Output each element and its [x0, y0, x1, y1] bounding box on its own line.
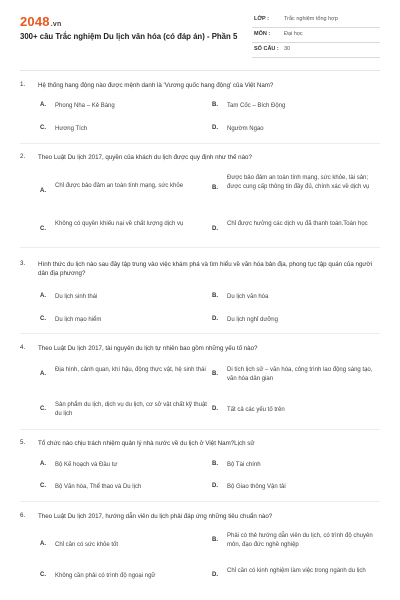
- document-title: 300+ câu Trắc nghiệm Du lịch văn hóa (có đáp án) - Phần 5: [20, 32, 238, 41]
- option-text: Du lịch văn hóa: [227, 294, 269, 300]
- option-letter: A.: [40, 293, 46, 299]
- option-text: Không có quyền khiếu nại về chất lượng dịch vụ: [55, 221, 184, 227]
- question-text: Hình thức du lịch nào sau đây tập trung vào việc khám phá và tìm hiểu về văn hóa bản địa, phong tục tập quán của người dân địa phương?: [38, 261, 372, 277]
- option-text: Chỉ được hưởng các dịch vụ đã thanh toán.Toán học: [227, 221, 368, 227]
- option-letter: C.: [40, 125, 46, 131]
- meta-value: 30: [284, 46, 291, 52]
- logo-tld: .vn: [50, 21, 62, 28]
- option-text: Chỉ cần có kinh nghiệm làm việc trong ngành du lịch: [227, 568, 366, 574]
- question-divider: [20, 429, 380, 430]
- option-letter: D.: [212, 406, 218, 412]
- option-text: Không cần phải có trình độ ngoại ngữ: [55, 573, 156, 579]
- option-letter: A.: [40, 102, 46, 108]
- option-text: Du lịch mạo hiểm: [55, 317, 102, 323]
- meta-value: Đại học: [284, 31, 303, 37]
- option-text: Bộ Văn hóa, Thể thao và Du lịch: [55, 484, 142, 490]
- option-letter: C.: [40, 316, 46, 322]
- option-letter: A.: [40, 461, 46, 467]
- question-text: Theo Luật Du lịch 2017, hướng dẫn viên du lịch phải đáp ứng những tiêu chuẩn nào?: [38, 513, 273, 520]
- question-number: 5.: [20, 439, 26, 446]
- option-letter: A.: [40, 541, 46, 547]
- option-text: Du lịch nghỉ dưỡng: [227, 317, 278, 323]
- option-letter: B.: [212, 537, 218, 543]
- meta-label: MÔN :: [254, 31, 271, 37]
- question-divider: [20, 143, 380, 144]
- option-letter: A.: [40, 188, 46, 194]
- option-text: Chỉ được bảo đảm an toàn tính mạng, sức khỏe: [55, 183, 184, 189]
- option-letter: C.: [40, 572, 46, 578]
- question-number: 4.: [20, 344, 26, 351]
- option-text: Chỉ cần có sức khỏe tốt: [55, 542, 119, 548]
- option-text: Sản phẩm du lịch, dịch vụ du lịch, cơ sở vật chất kỹ thuật du lịch: [55, 402, 207, 417]
- meta-label: SỐ CÂU :: [254, 46, 279, 52]
- question-number: 1.: [20, 81, 26, 88]
- option-letter: D.: [212, 483, 218, 489]
- option-text: Bộ Tài chính: [227, 462, 261, 468]
- option-text: Ngườm Ngao: [227, 126, 264, 132]
- option-letter: B.: [212, 371, 218, 377]
- option-text: Địa hình, cảnh quan, khí hậu, động thực vật, hệ sinh thái: [55, 367, 206, 373]
- option-letter: C.: [40, 483, 46, 489]
- question-divider: [20, 333, 380, 334]
- option-text: Phong Nha – Kẻ Bàng: [55, 103, 115, 109]
- question-number: 2.: [20, 153, 26, 160]
- option-text: Được bảo đảm an toàn tính mạng, sức khỏe, tài sản; được cung cấp thông tin đầy đủ, chính xác về dịch vụ: [227, 175, 370, 190]
- option-letter: A.: [40, 371, 46, 377]
- option-letter: B.: [212, 102, 218, 108]
- option-letter: B.: [212, 185, 218, 191]
- option-text: Tất cả các yếu tố trên: [227, 407, 285, 413]
- question-divider: [20, 501, 380, 502]
- question-text: Theo Luật Du lịch 2017, tài nguyên du lịch tự nhiên bao gồm những yếu tố nào?: [38, 345, 258, 352]
- option-text: Tam Cốc – Bích Động: [227, 103, 286, 109]
- option-text: Di tích lịch sử – văn hóa, công trình lao động sáng tạo, văn hóa dân gian: [227, 367, 373, 382]
- question-text: Tổ chức nào chịu trách nhiệm quản lý nhà nước về du lịch ở Việt Nam?Lịch sử: [38, 440, 255, 447]
- question-number: 6.: [20, 512, 26, 519]
- question-text: Theo Luật Du lịch 2017, quyền của khách du lịch được quy định như thế nào?: [38, 154, 252, 161]
- logo-text: 2048: [20, 14, 50, 29]
- option-text: Bộ Kế hoạch và Đầu tư: [55, 462, 118, 468]
- option-letter: B.: [212, 293, 218, 299]
- meta-label: LỚP :: [254, 16, 269, 22]
- question-divider: [20, 247, 380, 248]
- option-letter: C.: [40, 406, 46, 412]
- option-letter: D.: [212, 316, 218, 322]
- option-text: Du lịch sinh thái: [55, 294, 98, 300]
- option-letter: D.: [212, 125, 218, 131]
- option-text: Bộ Giao thông Vận tải: [227, 484, 286, 490]
- option-text: Hương Tích: [55, 126, 88, 132]
- question-text: Hệ thống hang động nào được mệnh danh là 'Vương quốc hang động' của Việt Nam?: [38, 82, 274, 89]
- question-number: 3.: [20, 260, 26, 267]
- option-letter: D.: [212, 226, 218, 232]
- meta-value: Trắc nghiệm tổng hợp: [284, 16, 338, 22]
- option-text: Phải có thẻ hướng dẫn viên du lịch, có trình độ chuyên môn, đạo đức nghề nghiệp: [227, 533, 373, 548]
- option-letter: C.: [40, 226, 46, 232]
- option-letter: D.: [212, 572, 218, 578]
- option-letter: B.: [212, 461, 218, 467]
